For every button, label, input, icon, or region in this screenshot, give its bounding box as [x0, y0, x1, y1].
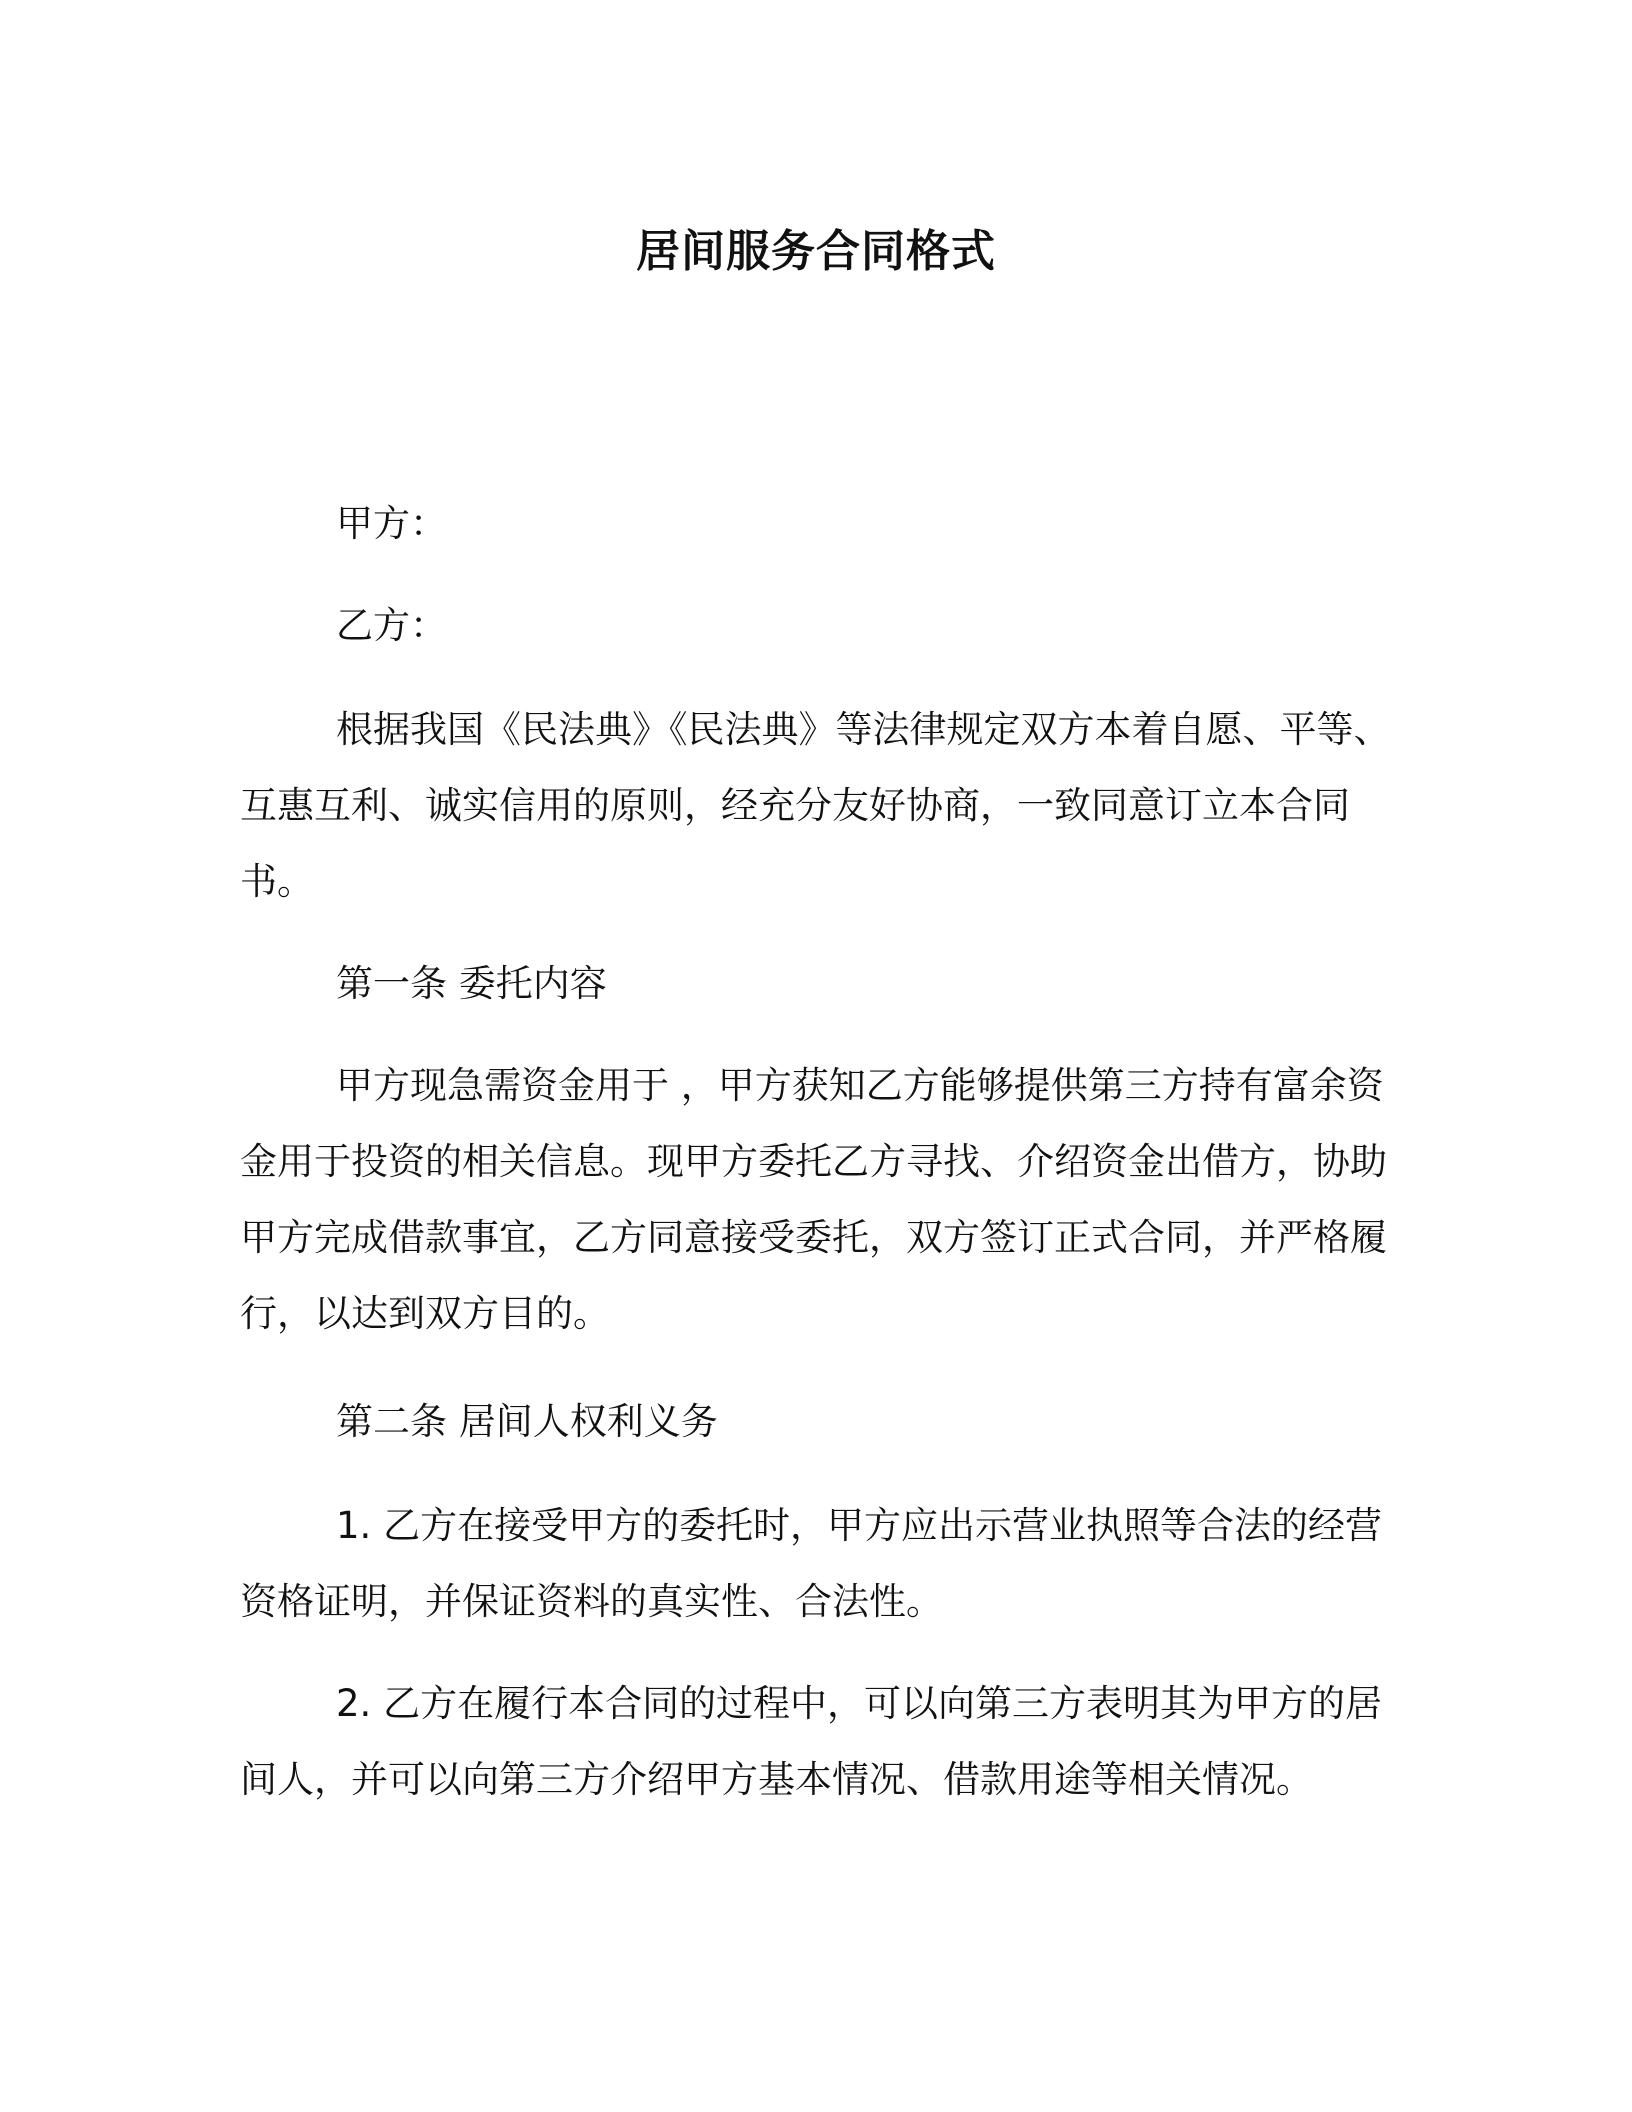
article-1-heading: 第一条 委托内容	[336, 962, 607, 1005]
article-2-item-1: 1. 乙方在接受甲方的委托时，甲方应出示营业执照等合法的经营资格证明，并保证资料的真实性、合法性。	[240, 1504, 1383, 1623]
intro-paragraph: 根据我国《民法典》《民法典》等法律规定双方本着自愿、平等、互惠互利、诚实信用的原则，经充分友好协商，一致同意订立本合同书。	[240, 708, 1391, 903]
article-1-content: 甲方现急需资金用于 ，甲方获知乙方能够提供第三方持有富余资金用于投资的相关信息。现甲方委托乙方寻找、介绍资金出借方，协助甲方完成借款事宜，乙方同意接受委托，双方签订正式合同，并严格履行，以达到双方目的。	[240, 1064, 1387, 1335]
party-a-label: 甲方：	[336, 502, 447, 545]
party-b-label: 乙方：	[336, 604, 447, 647]
article-2-heading: 第二条 居间人权利义务	[336, 1400, 718, 1443]
article-2-item-2: 2. 乙方在履行本合同的过程中，可以向第三方表明其为甲方的居间人，并可以向第三方介绍甲方基本情况、借款用途等相关情况。	[240, 1682, 1383, 1801]
document-title: 居间服务合同格式	[636, 226, 996, 277]
